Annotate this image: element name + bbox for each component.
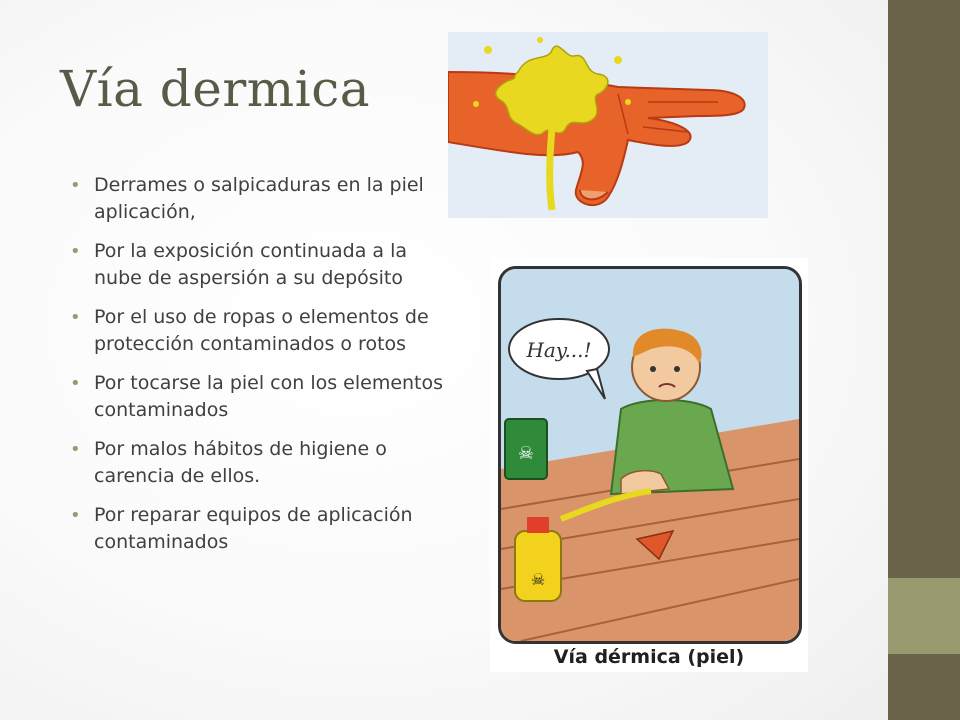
bullet-dot: • xyxy=(70,241,81,262)
bullet-text: Por el uso de ropas o elementos de protección contaminados o rotos xyxy=(94,306,429,355)
bullet-text: Por tocarse la piel con los elementos contaminados xyxy=(94,372,444,421)
bullet-list xyxy=(70,172,450,568)
slide-title: Vía dermica xyxy=(60,60,371,118)
bullet-text: Por malos hábitos de higiene o carencia de ellos. xyxy=(94,438,387,487)
boy-chemical-illustration xyxy=(490,258,808,672)
side-rail-accent xyxy=(888,578,960,654)
bullet-item xyxy=(70,370,450,424)
side-rail-bottom xyxy=(888,654,960,720)
bullet-dot: • xyxy=(70,505,81,526)
bullet-item xyxy=(70,304,450,358)
bullet-text: Por reparar equipos de aplicación contaminados xyxy=(94,504,413,553)
illustration-caption: Vía dérmica (piel) xyxy=(553,646,745,668)
bullet-text: Derrames o salpicaduras en la piel aplicación, xyxy=(94,174,424,223)
boy-drawing xyxy=(501,269,799,641)
speech-text: Hay...! xyxy=(526,338,592,362)
hand-splash-illustration xyxy=(448,32,768,218)
bullet-text: Por la exposición continuada a la nube de aspersión a su depósito xyxy=(94,240,408,289)
bullet-item xyxy=(70,238,450,292)
hand-splash-drawing xyxy=(448,32,768,218)
svg-text:☠: ☠ xyxy=(517,443,535,464)
bullet-item xyxy=(70,172,450,226)
bullet-dot: • xyxy=(70,439,81,460)
bullet-item xyxy=(70,436,450,490)
bullet-dot: • xyxy=(70,175,81,196)
bullet-dot: • xyxy=(70,307,81,328)
bullet-item xyxy=(70,502,450,556)
bullet-dot: • xyxy=(70,373,81,394)
illustration-frame xyxy=(498,266,802,644)
svg-text:☠: ☠ xyxy=(530,570,546,589)
